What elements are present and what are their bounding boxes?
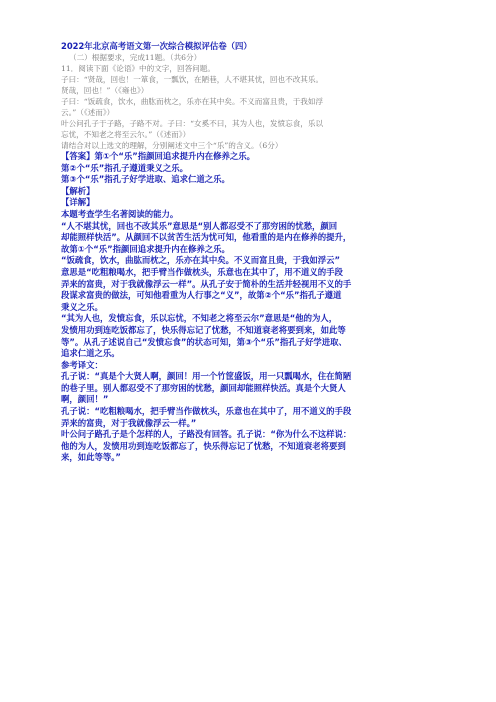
explain-1-line-2: 却能照样快活”。从颜回不以贫苦生活为忧可知，他看重的是内在修养的提升，	[61, 232, 352, 243]
passage-2-line-2: 云。”（《述而》）	[61, 108, 115, 117]
explain-3-line-4: 追求仁道之乐。	[61, 348, 120, 359]
explain-2-line-1: “饭疏食，饮水，曲肱而枕之，乐亦在其中矣。不义而富且贵，于我如浮云”	[61, 255, 341, 266]
translation-1-line-3: 啊，颜回！”	[61, 394, 109, 405]
explain-2-line-5: 秉义之乐。	[61, 301, 103, 312]
translation-1-line-1: 孔子说：“真是个大贤人啊，颜回！用一个竹筐盛饭，用一只瓢喝水，住在简陋	[61, 371, 352, 382]
detail-intro: 本题考查学生名著阅读的能力。	[61, 208, 179, 219]
answer-line-3: 第③个“乐”指孔子好学进取、追求仁道之乐。	[61, 174, 230, 185]
detail-heading: 【详解】	[61, 197, 95, 208]
section-instruction: （二）根据要求，完成11题。（共6分）	[69, 53, 202, 62]
translation-1-line-2: 的巷子里。别人都忍受不了那穷困的忧愁，颜回却能照样快活。真是个大贤人	[61, 382, 346, 393]
explain-1-line-1: “人不堪其忧，回也不改其乐”意思是“别人都忍受不了那穷困的忧愁，颜回	[61, 220, 338, 231]
passage-2-line-1: 子曰：“饭疏食，饮水，曲肱而枕之，乐亦在其中矣。不义而富且贵，于我如浮	[61, 97, 324, 106]
exam-title: 2022年北京高考语文第一次综合模拟评估卷（四）	[61, 41, 252, 51]
translation-3-line-3: 来，如此等等。”	[61, 452, 121, 463]
answer-line-1: 【答案】第①个“乐”指颜回追求提升内在修养之乐。	[61, 151, 255, 161]
passage-1-line-1: 子曰：“贤哉，回也！一箪食，一瓢饮，在陋巷，人不堪其忧，回也不改其乐。	[61, 75, 324, 84]
question-prompt: 请结合对以上选文的理解，分别阐述文中三个“乐”的含义。（6分）	[61, 141, 283, 150]
explain-3-line-1: “其为人也，发愤忘食，乐以忘忧，不知老之将至云尔”意思是“他的为人，	[61, 313, 338, 324]
explain-2-line-4: 段谋求富贵的做法，可知他看重为人行事之“义”，故第②个“乐”指孔子遵道	[61, 290, 342, 301]
explain-3-line-3: 等”。从孔子述说自己“发愤忘食”的状态可知，第③个“乐”指孔子好学进取、	[61, 336, 347, 347]
question-block	[61, 52, 437, 151]
explain-1-line-3: 故第①个“乐”指颜回追求提升内在修养之乐。	[61, 243, 230, 254]
question-number: 11．阅读下面《论语》中的文字，回答问题。	[61, 64, 215, 73]
translation-3-line-1: 叶公问子路孔子是个怎样的人，子路没有回答。孔子说：“你为什么不这样说：	[61, 429, 352, 440]
translation-3-line-2: 他的为人，发愤用功到连吃饭都忘了，快乐得忘记了忧愁，不知道衰老将要到	[61, 440, 346, 451]
passage-1-line-2: 贤哉，回也！”（《雍也》）	[61, 86, 149, 95]
reference-translation-heading: 参考译文：	[61, 359, 103, 370]
translation-2-line-2: 弄来的富贵，对于我就像浮云一样。”	[61, 417, 197, 428]
explain-2-line-2: 意思是“吃粗粮喝水，把手臂当作做枕头，乐意也在其中了，用不道义的手段	[61, 266, 343, 277]
answer-block	[61, 151, 437, 464]
explain-3-line-2: 发愤用功到连吃饭都忘了，快乐得忘记了忧愁，不知道衰老将要到来，如此等	[61, 324, 346, 335]
explain-2-line-3: 弄来的富贵，对于我就像浮云一样”。从孔子安于简朴的生活并轻视用不义的手	[61, 278, 352, 289]
answer-line-2: 第②个“乐”指孔子遵道秉义之乐。	[61, 162, 188, 173]
passage-3-line-2: 忘忧，不知老之将至云尔。”（《述而》）	[61, 130, 191, 139]
passage-3-line-1: 叶公问孔子于子路，子路不对。子曰：“女奚不曰，其为人也，发愤忘食，乐以	[61, 119, 324, 128]
translation-2-line-1: 孔子说：“吃粗粮喝水，把手臂当作做枕头，乐意也在其中了，用不道义的手段	[61, 406, 352, 417]
analysis-heading: 【解析】	[61, 185, 95, 196]
document-content	[61, 41, 437, 464]
